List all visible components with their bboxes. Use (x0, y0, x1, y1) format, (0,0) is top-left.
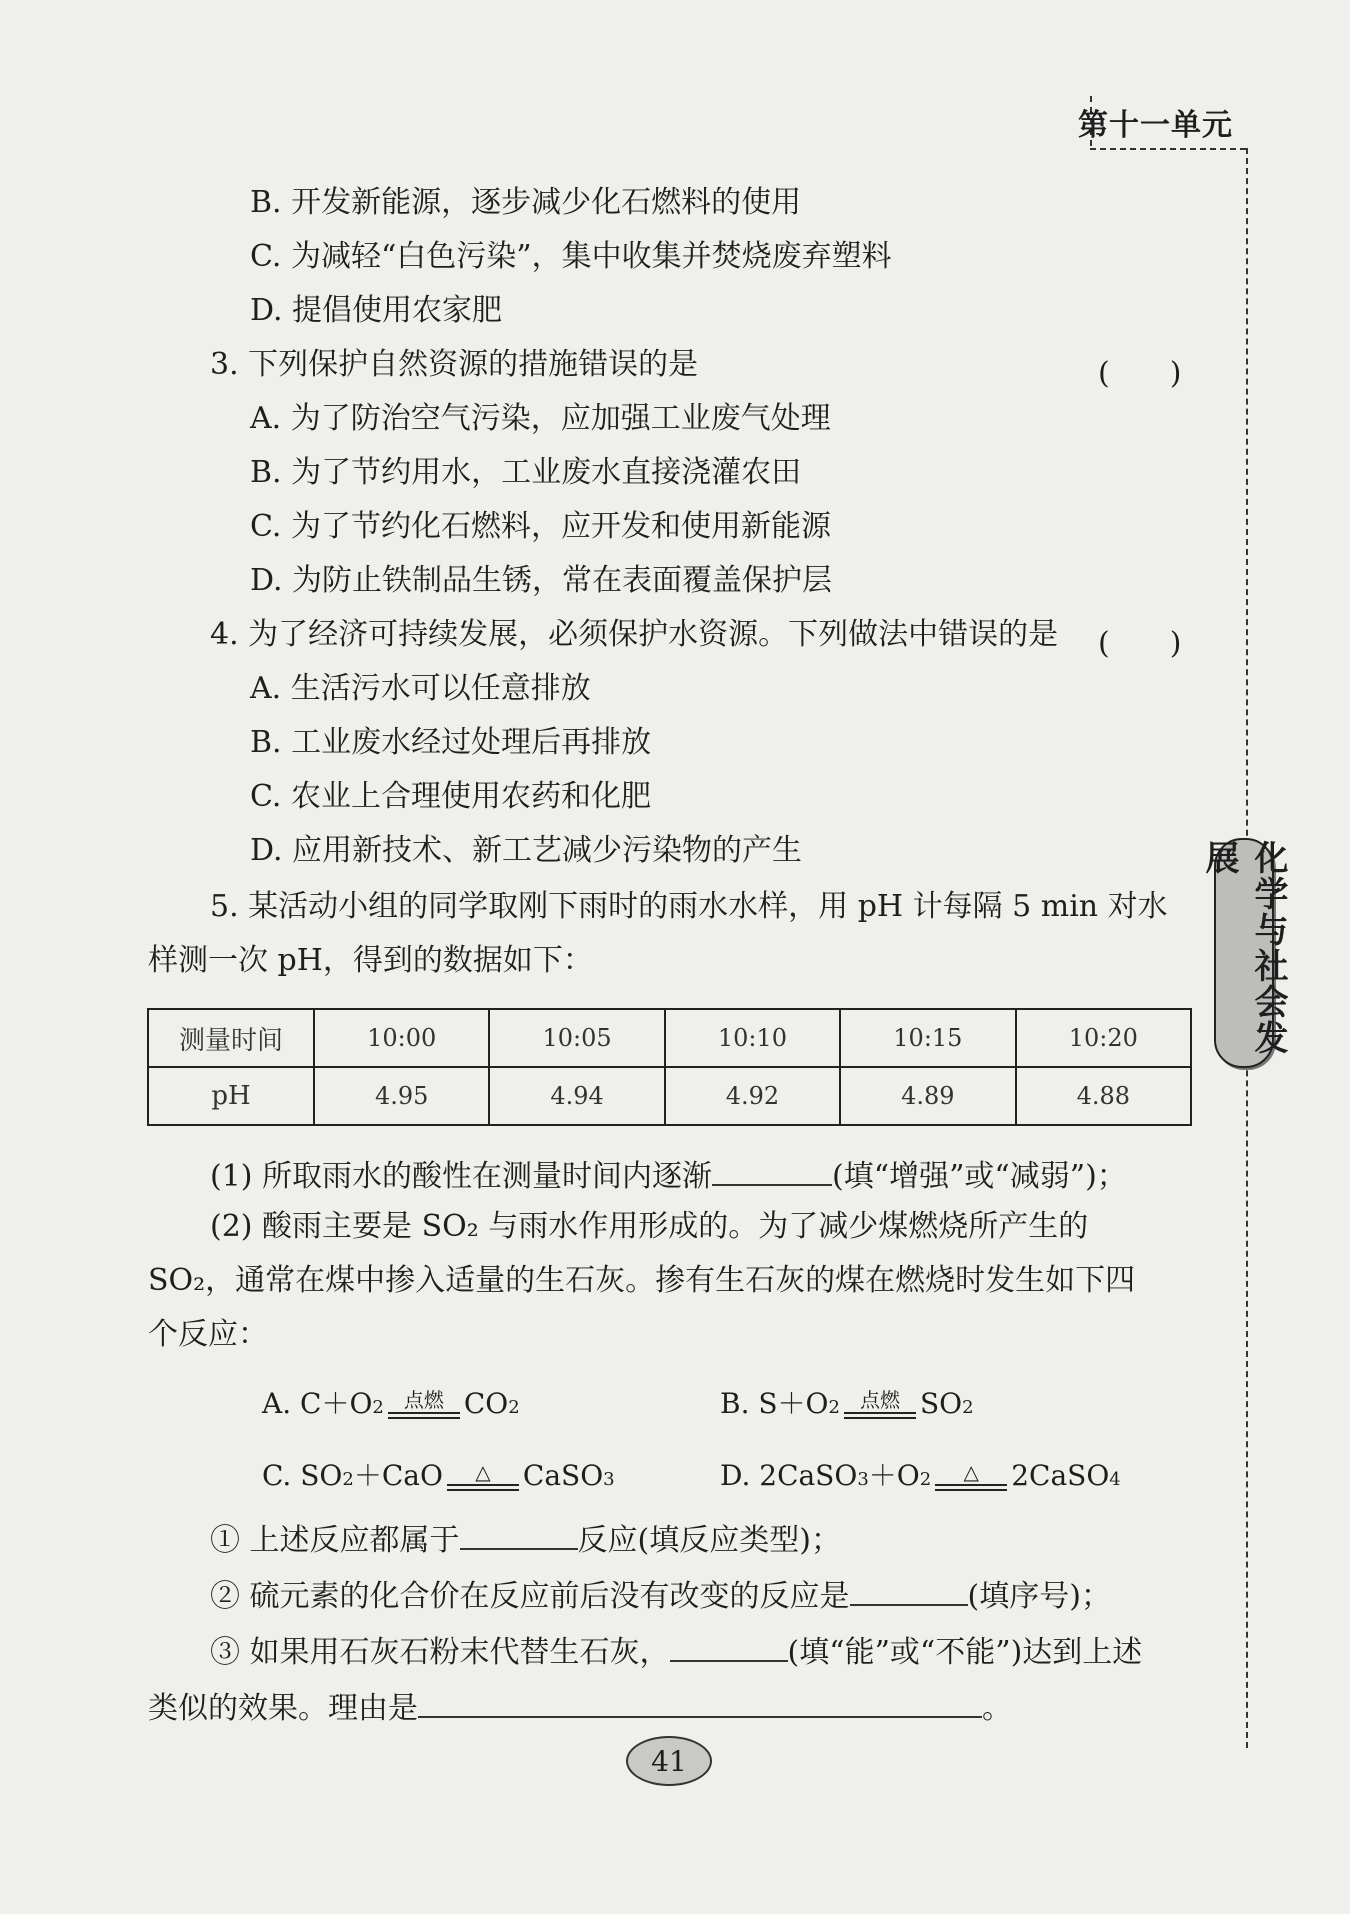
table-header-cell: 测量时间 (148, 1009, 314, 1067)
table-cell: 4.92 (665, 1067, 840, 1125)
table-header-cell: pH (148, 1067, 314, 1125)
q2-option-c: C. 为减轻“白色污染”，集中收集并焚烧废弃塑料 (250, 239, 892, 274)
table-cell: 10:15 (840, 1009, 1015, 1067)
q3-option-d: D. 为防止铁制品生锈，常在表面覆盖保护层 (250, 563, 833, 598)
q5-stem-line2: 样测一次 pH，得到的数据如下： (148, 943, 593, 978)
side-tab (1199, 838, 1288, 1068)
q5-part1-hint: (填“增强”或“减弱”)； (832, 1159, 1127, 1194)
q5-part2-line1: (2) 酸雨主要是 SO₂ 与雨水作用形成的。为了减少煤燃烧所产生的 (210, 1209, 1089, 1244)
equals-sign (447, 1484, 519, 1491)
q5-sub3-line2 (148, 1688, 1012, 1724)
table-cell: 4.88 (1016, 1067, 1191, 1125)
reaction-b (720, 1382, 974, 1425)
q3-option-b: B. 为了节约用水，工业废水直接浇灌农田 (250, 455, 802, 490)
condition-label: △ (963, 1460, 979, 1484)
table-row (148, 1009, 1191, 1067)
q4-option-c: C. 农业上合理使用农药和化肥 (250, 779, 651, 814)
unit-header-underline (1090, 148, 1246, 150)
condition-label: 点燃 (859, 1388, 900, 1412)
subscript: 2 (342, 1469, 354, 1490)
q5-part2-line3: 个反应： (148, 1317, 268, 1352)
table-cell: 10:00 (314, 1009, 489, 1067)
table-cell: 4.89 (840, 1067, 1015, 1125)
reaction-c-reactant: C. SO (262, 1459, 343, 1492)
q5-sub2-hint: (填序号)； (967, 1579, 1111, 1614)
condition-label: △ (475, 1460, 491, 1484)
subscript: 4 (1109, 1469, 1121, 1490)
reaction-d-product: 2CaSO (1011, 1459, 1110, 1492)
subscript: 2 (508, 1397, 520, 1418)
q5-part2-line2: SO₂，通常在煤中掺入适量的生石灰。掺有生石灰的煤在燃烧时发生如下四 (148, 1263, 1136, 1298)
subscript: 2 (828, 1397, 840, 1418)
answer-blank[interactable] (670, 1632, 788, 1662)
subscript: 2 (919, 1469, 932, 1490)
subscript: 2 (372, 1397, 384, 1418)
table-cell: 10:05 (489, 1009, 664, 1067)
reaction-d (720, 1454, 1121, 1497)
q5-sub3-text: ③ 如果用石灰石粉末代替生石灰， (210, 1635, 670, 1670)
subscript: 3 (857, 1469, 869, 1490)
table-cell: 10:10 (665, 1009, 840, 1067)
reaction-a-condition (388, 1390, 460, 1419)
equals-sign (844, 1412, 916, 1419)
subscript: 3 (603, 1469, 615, 1490)
q5-sub3-reason-label: 类似的效果。理由是 (148, 1691, 418, 1726)
q4-option-a: A. 生活污水可以任意排放 (250, 671, 591, 706)
reaction-b-condition (844, 1390, 916, 1419)
q2-option-b: B. 开发新能源，逐步减少化石燃料的使用 (250, 185, 802, 220)
q4-option-d: D. 应用新技术、新工艺减少污染物的产生 (250, 833, 803, 868)
equals-sign (388, 1412, 460, 1419)
table-cell: 10:20 (1016, 1009, 1191, 1067)
table-cell: 4.95 (314, 1067, 489, 1125)
reaction-c-product: CaSO (522, 1459, 604, 1492)
side-tab-label: 化学与社会发展 (1199, 840, 1288, 1056)
reaction-c-condition (447, 1462, 519, 1491)
q5-sub1 (210, 1520, 841, 1556)
reaction-c-reactant: ＋CaO (353, 1459, 443, 1492)
reaction-a-reactants: A. C＋O (262, 1387, 373, 1420)
answer-blank[interactable] (460, 1520, 578, 1550)
reaction-b-reactants: B. S＋O (720, 1387, 829, 1420)
answer-blank[interactable] (850, 1576, 968, 1606)
answer-blank[interactable] (418, 1688, 982, 1718)
subscript: 2 (962, 1397, 974, 1418)
reaction-c (262, 1454, 615, 1497)
table-cell: 4.94 (489, 1067, 664, 1125)
unit-header: 第十一单元 (1078, 108, 1233, 143)
q3-stem: 3. 下列保护自然资源的措施错误的是 (210, 347, 699, 382)
reaction-d-reactant: D. 2CaSO (720, 1459, 858, 1492)
reaction-d-reactant: ＋O (868, 1459, 920, 1492)
q5-part1 (210, 1156, 1127, 1192)
equals-sign (935, 1484, 1007, 1491)
q5-sub3-hint: (填“能”或“不能”)达到上述 (787, 1635, 1143, 1670)
q5-sub2 (210, 1576, 1111, 1612)
reaction-a-product: CO (463, 1387, 509, 1420)
q3-option-a: A. 为了防治空气污染，应加强工业废气处理 (250, 401, 831, 436)
q5-sub1-hint: 反应(填反应类型)； (577, 1523, 841, 1558)
q4-option-b: B. 工业废水经过处理后再排放 (250, 725, 652, 760)
q5-stem-line1: 5. 某活动小组的同学取刚下雨时的雨水水样，用 pH 计每隔 5 min 对水 (210, 889, 1168, 924)
q3-answer-paren: ( ) (1098, 356, 1182, 391)
q2-option-d: D. 提倡使用农家肥 (250, 293, 503, 328)
q3-option-c: C. 为了节约化石燃料，应开发和使用新能源 (250, 509, 831, 544)
answer-blank[interactable] (712, 1156, 832, 1186)
q5-sub2-text: ② 硫元素的化合价在反应前后没有改变的反应是 (210, 1579, 850, 1614)
reaction-a (262, 1382, 520, 1425)
page-number: 41 (626, 1736, 712, 1786)
q4-stem: 4. 为了经济可持续发展，必须保护水资源。下列做法中错误的是 (210, 617, 1059, 652)
table-row (148, 1067, 1191, 1125)
q4-answer-paren: ( ) (1098, 626, 1182, 661)
q5-sub1-text: ① 上述反应都属于 (210, 1523, 460, 1558)
ph-data-table (147, 1008, 1192, 1126)
reaction-d-condition (935, 1462, 1007, 1491)
condition-label: 点燃 (403, 1388, 444, 1412)
q5-sub3-end: 。 (982, 1691, 1012, 1726)
q5-sub3-line1 (210, 1632, 1142, 1668)
q5-part1-text: (1) 所取雨水的酸性在测量时间内逐渐 (210, 1159, 713, 1194)
reaction-b-product: SO (919, 1387, 963, 1420)
